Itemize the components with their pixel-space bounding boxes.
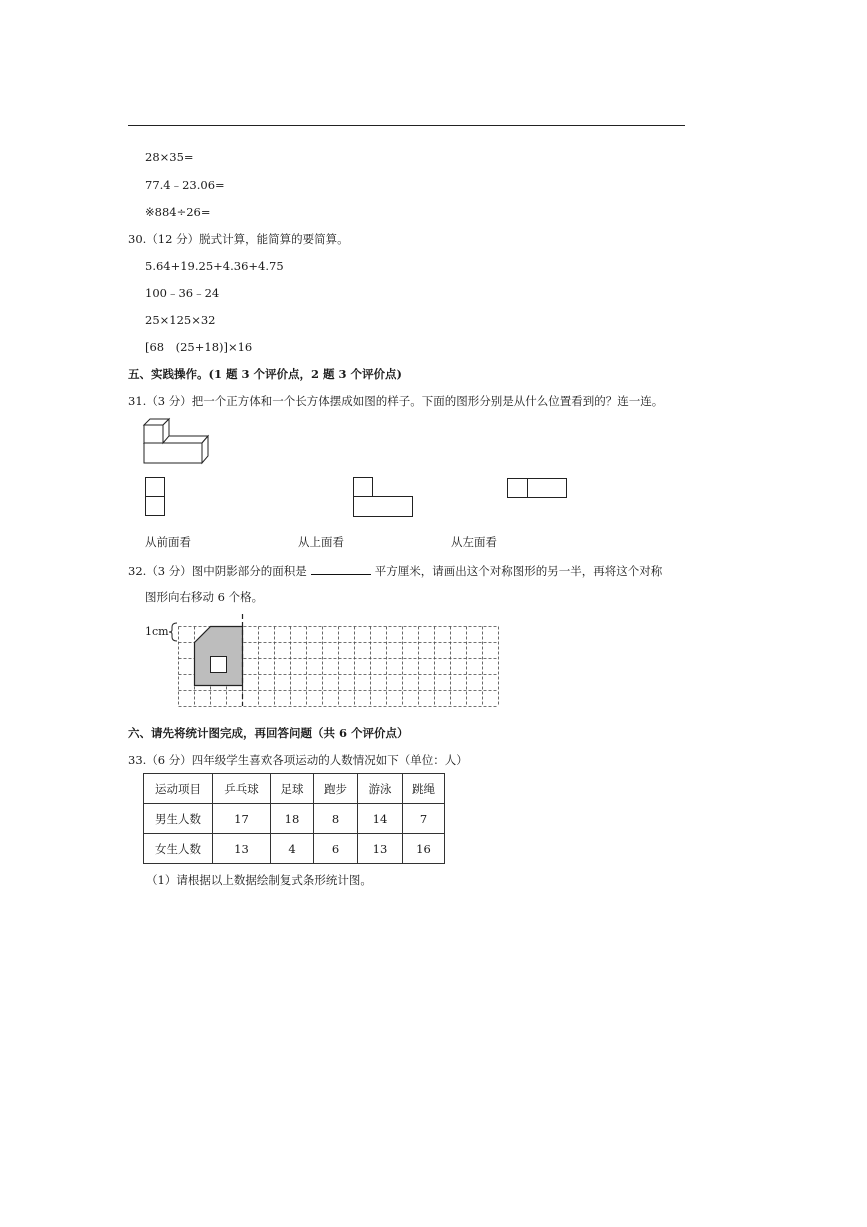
q31-title: 31.（3 分）把一个正方体和一个长方体摆成如图的样子。下面的图形分别是从什么位置看到的？连一连。 bbox=[128, 394, 664, 408]
q30-item-4: [68 (25+18)]×16 bbox=[145, 340, 253, 354]
inner-square bbox=[211, 657, 227, 673]
section5-title: 五、实践操作。(1 题 3 个评价点，2 题 3 个评价点) bbox=[128, 367, 402, 381]
q32-line-1 bbox=[128, 563, 662, 578]
view-label-left: 从左面看 bbox=[451, 535, 497, 549]
table-cell: 14 bbox=[358, 804, 403, 834]
table-row bbox=[144, 804, 445, 834]
table-cell: 18 bbox=[271, 804, 314, 834]
view-label-top: 从上面看 bbox=[298, 535, 344, 549]
answer-blank[interactable] bbox=[311, 563, 371, 575]
q33-title: 33.（6 分）四年级学生喜欢各项运动的人数情况如下（单位：人） bbox=[128, 753, 468, 767]
table-cell: 16 bbox=[403, 834, 445, 864]
table-header-row bbox=[144, 774, 445, 804]
view-shape-3 bbox=[507, 478, 569, 500]
table-cell: 13 bbox=[213, 834, 271, 864]
table-cell: 8 bbox=[314, 804, 358, 834]
q30-title: 30.（12 分）脱式计算，能简算的要简算。 bbox=[128, 232, 349, 246]
table-cell: 男生人数 bbox=[144, 804, 213, 834]
table-cell: 6 bbox=[314, 834, 358, 864]
calc-line-1: 28×35= bbox=[145, 150, 194, 164]
calc-line-2: 77.4﹣23.06= bbox=[145, 178, 225, 192]
q30-item-2: 100﹣36﹣24 bbox=[145, 286, 220, 300]
table-row bbox=[144, 834, 445, 864]
table-cell: 7 bbox=[403, 804, 445, 834]
view-shape-2 bbox=[353, 477, 415, 519]
q30-item-3: 25×125×32 bbox=[145, 313, 216, 327]
sports-table bbox=[143, 773, 445, 864]
table-header-cell: 足球 bbox=[271, 774, 314, 804]
table-header-cell: 游泳 bbox=[358, 774, 403, 804]
calc-line-3: ※884÷26= bbox=[145, 205, 211, 219]
table-header-cell: 跑步 bbox=[314, 774, 358, 804]
grid-figure bbox=[178, 612, 500, 707]
view-shape-1 bbox=[145, 477, 167, 517]
q32-text-b: 平方厘米，请画出这个对称图形的另一半，再将这个对称 bbox=[374, 564, 663, 578]
unit-label: 1cm bbox=[145, 625, 169, 638]
table-header-cell: 乒乓球 bbox=[213, 774, 271, 804]
table-cell: 4 bbox=[271, 834, 314, 864]
section6-title: 六、请先将统计图完成，再回答问题（共 6 个评价点） bbox=[128, 726, 409, 740]
view-label-front: 从前面看 bbox=[145, 535, 191, 549]
table-header-cell: 运动项目 bbox=[144, 774, 213, 804]
cube-cuboid-figure bbox=[143, 418, 215, 466]
header-rule bbox=[128, 125, 685, 126]
table-cell: 17 bbox=[213, 804, 271, 834]
table-cell: 女生人数 bbox=[144, 834, 213, 864]
table-header-cell: 跳绳 bbox=[403, 774, 445, 804]
q30-item-1: 5.64+19.25+4.36+4.75 bbox=[145, 259, 284, 273]
q32-text-a: 32.（3 分）图中阴影部分的面积是 bbox=[128, 564, 307, 578]
table-cell: 13 bbox=[358, 834, 403, 864]
q33-sub1: （1）请根据以上数据绘制复式条形统计图。 bbox=[146, 873, 372, 887]
q32-line-2: 图形向右移动 6 个格。 bbox=[145, 590, 264, 604]
